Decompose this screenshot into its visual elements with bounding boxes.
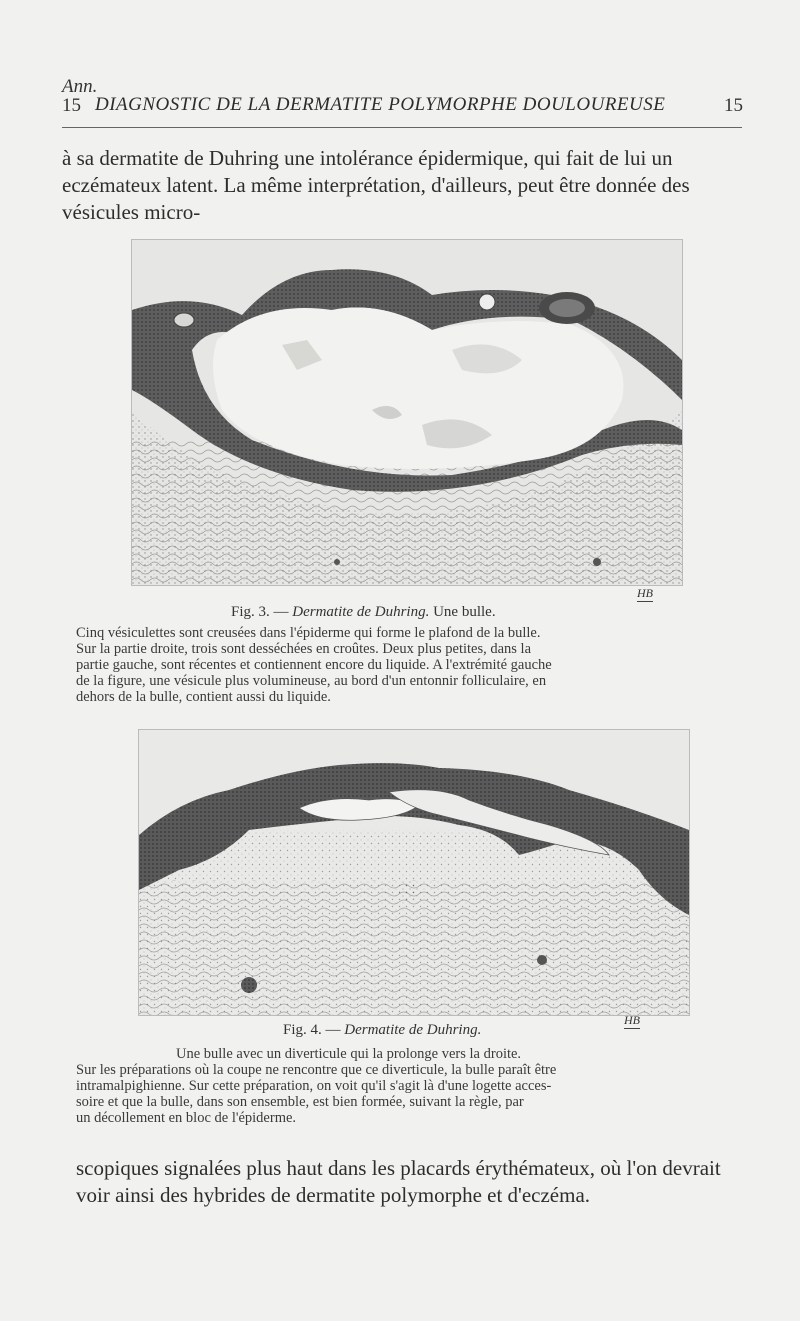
legend-line: de la figure, une vésicule plus volumineuse, au bord d'un entonnir folliculaire, en bbox=[76, 673, 547, 689]
figure-4-histology-image bbox=[138, 729, 690, 1016]
figure-3-caption bbox=[231, 604, 496, 621]
legend-line: partie gauche, sont récentes et contiennent encore du liquide. A l'extrémité gauche bbox=[76, 657, 552, 673]
header-page-number-right: 15 bbox=[724, 95, 743, 116]
figure-4-caption-prefix: Fig. 4. — bbox=[283, 1022, 341, 1038]
legend-line: Une bulle avec un diverticule qui la prolonge vers la droite. bbox=[176, 1046, 522, 1062]
legend-line: Sur les préparations où la coupe ne rencontre que ce diverticule, la bulle paraît être bbox=[76, 1062, 557, 1078]
legend-line: Sur la partie droite, trois sont desséchées en croûtes. Deux plus petites, dans la bbox=[76, 641, 532, 657]
paragraph-bottom: scopiques signalées plus haut dans les placards érythémateux, où l'on devrait voir ainsi des hybrides de dermatite polymorphe et d'eczéma. bbox=[76, 1156, 721, 1207]
figure-3-caption-title: Dermatite de Duhring. bbox=[292, 604, 430, 620]
header-annotation: Ann. bbox=[62, 76, 98, 97]
paragraph-top: à sa dermatite de Duhring une intolérance épidermique, qui fait de lui un eczémateux latent. La même interprétation, d'ailleurs, peut être donnée des vésicules micro- bbox=[62, 146, 690, 224]
figure-3-histology-image bbox=[131, 239, 683, 586]
legend-line: soire et que la bulle, dans son ensemble, est bien formée, suivant la règle, par bbox=[76, 1094, 524, 1110]
figure-4-drawing bbox=[139, 730, 689, 1015]
figure-3-drawing bbox=[132, 240, 682, 585]
legend-line: intramalpighienne. Sur cette préparation, on voit qu'il s'agit là d'une logette acces- bbox=[76, 1078, 552, 1094]
legend-line: un décollement en bloc de l'épiderme. bbox=[76, 1110, 297, 1126]
legend-line: dehors de la bulle, contient aussi du liquide. bbox=[76, 689, 331, 705]
figure-3-caption-prefix: Fig. 3. — bbox=[231, 604, 289, 620]
figure-4-caption-title: Dermatite de Duhring. bbox=[344, 1022, 482, 1038]
legend-line: Cinq vésiculettes sont creusées dans l'épiderme qui forme le plafond de la bulle. bbox=[76, 625, 541, 641]
figure-4-legend bbox=[76, 1046, 752, 1126]
running-title: DIAGNOSTIC DE LA DERMATITE POLYMORPHE DOULOUREUSE bbox=[95, 94, 666, 115]
figure-3-artist-signature: HB bbox=[637, 586, 653, 600]
figure-4-artist-signature: HB bbox=[624, 1013, 640, 1027]
header-page-number-left: 15 bbox=[62, 95, 81, 116]
header-rule bbox=[62, 127, 742, 128]
figure-3-legend bbox=[76, 625, 752, 705]
figure-4-caption bbox=[283, 1022, 481, 1039]
figure-3-caption-suffix: Une bulle. bbox=[433, 604, 496, 620]
